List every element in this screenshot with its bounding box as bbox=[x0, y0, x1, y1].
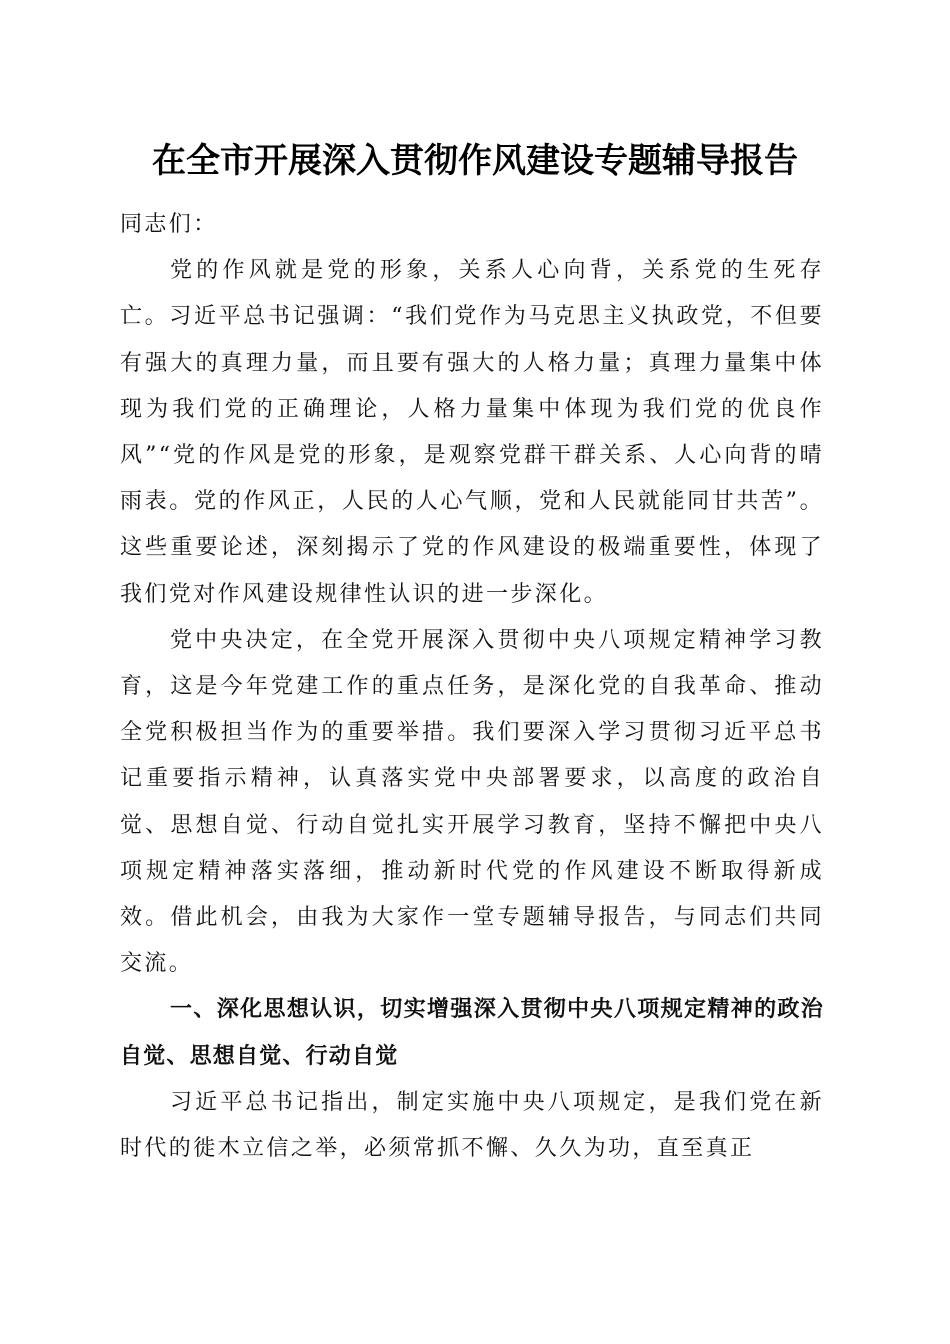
salutation: 同志们： bbox=[120, 212, 218, 237]
section-heading: 一、深化思想认识，切实增强深入贯彻中央八项规定精神的政治自觉、思想自觉、行动自觉 bbox=[120, 997, 824, 1069]
section-paragraph: 习近平总书记指出，制定实施中央八项规定，是我们党在新时代的徙木立信之举，必须常抓不懈、久久为功，直至真正 bbox=[120, 1089, 824, 1162]
paragraph-1: 党的作风就是党的形象，关系人心向背，关系党的生死存亡。习近平总书记强调：“我们党作为马克思主义执政党，不但要有强大的真理力量，而且要有强大的人格力量；真理力量集中体现为我们党的正确理论，人格力量集中体现为我们党的优良作风”“党的作风是党的形象，是观察党群干群关系、人心向背的晴雨表。党的作风正，人民的人心气顺，党和人民就能同甘共苦”。这些重要论述，深刻揭示了党的作风建设的极端重要性，体现了我们党对作风建设规律性认识的进一步深化。 bbox=[120, 258, 824, 607]
document-title: 在全市开展深入贯彻作风建设专题辅导报告 bbox=[152, 141, 798, 181]
paragraph-2: 党中央决定，在全党开展深入贯彻中央八项规定精神学习教育，这是今年党建工作的重点任务，是深化党的自我革命、推动全党积极担当作为的重要举措。我们要深入学习贯彻习近平总书记重要指示精神，认真落实党中央部署要求，以高度的政治自觉、思想自觉、行动自觉扎实开展学习教育，坚持不懈把中央八项规定精神落实落细，推动新时代党的作风建设不断取得新成效。借此机会，由我为大家作一堂专题辅导报告，与同志们共同交流。 bbox=[120, 627, 824, 977]
document-body bbox=[120, 202, 824, 1172]
